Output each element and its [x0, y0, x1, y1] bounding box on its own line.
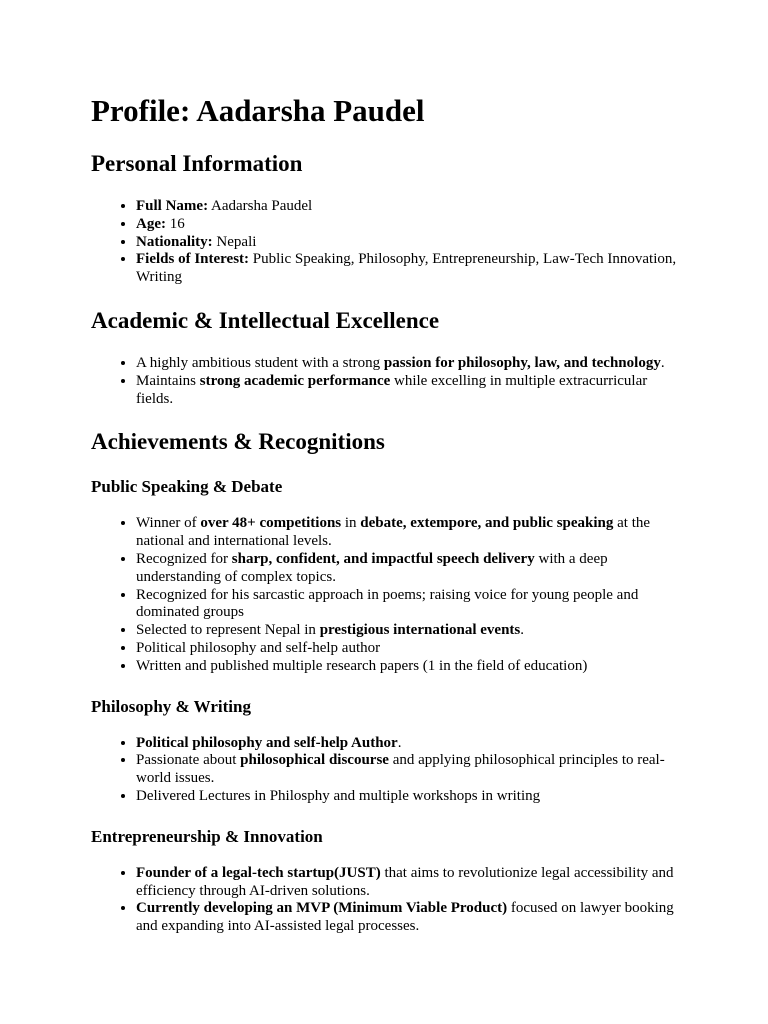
bold-text: Full Name:	[136, 198, 209, 214]
text-run: Written and published multiple research papers (1 in the field of education)	[136, 657, 588, 674]
bold-text: Founder of a legal-tech startup(JUST)	[136, 864, 381, 881]
list-item	[136, 515, 683, 551]
text-run: Selected to represent Nepal in	[136, 622, 320, 639]
list-item	[136, 735, 683, 753]
list-item	[136, 865, 683, 901]
list-item	[136, 658, 683, 676]
text-run: Delivered Lectures in Philosphy and multiple workshops in writing	[136, 787, 541, 804]
list-item	[136, 587, 683, 623]
bold-text: Fields of Interest:	[136, 251, 250, 268]
bold-text: passion for philosophy, law, and technology	[383, 354, 661, 371]
bold-text: prestigious international events	[319, 622, 521, 639]
text-run: Public Speaking, Philosophy, Entrepreneurship, Law-Tech Innovation, Writing	[136, 251, 677, 286]
list-item	[136, 198, 683, 216]
list-item	[136, 640, 683, 658]
bold-text: Nationality:	[136, 233, 213, 250]
text-run: Maintains	[136, 372, 200, 389]
list-item	[136, 551, 683, 587]
text-run: Passionate about	[136, 752, 241, 769]
text-run: 16	[166, 215, 185, 232]
text-run: Political philosophy and self-help author	[136, 639, 381, 656]
text-run: focused on lawyer booking and expanding into AI-assisted legal processes.	[136, 900, 674, 935]
page-title: Profile: Aadarsha Paudel	[91, 93, 425, 128]
subsection-heading: Entrepreneurship & Innovation	[91, 826, 323, 846]
bullet-list	[91, 198, 683, 287]
list-item	[136, 373, 683, 409]
text-run: Aadarsha Paudel	[208, 198, 313, 214]
section-heading: Achievements & Recognitions	[91, 429, 385, 455]
text-run: Winner of	[136, 515, 201, 532]
subsection-heading: Public Speaking & Debate	[91, 477, 283, 497]
bold-text: Political philosophy and self-help Author	[136, 734, 398, 751]
list-item	[136, 900, 683, 936]
bold-text: Age:	[136, 215, 166, 232]
section-heading: Academic & Intellectual Excellence	[91, 307, 440, 333]
text-run: with a deep understanding of complex topics.	[136, 550, 608, 585]
subsection-heading: Philosophy & Writing	[91, 696, 251, 716]
list-item	[136, 622, 683, 640]
text-run: A highly ambitious student with a strong	[136, 354, 384, 371]
text-run: Recognized for his sarcastic approach in poems; raising voice for young people and dominated groups	[136, 586, 639, 621]
bullet-list	[91, 355, 683, 408]
list-item	[136, 788, 683, 806]
bullet-list	[91, 735, 683, 806]
bold-text: strong academic performance	[199, 372, 391, 389]
bold-text: debate, extempore, and public speaking	[360, 515, 614, 532]
list-item	[136, 752, 683, 788]
bullet-list	[91, 865, 683, 936]
list-item	[136, 216, 683, 234]
list-item	[136, 234, 683, 252]
section-heading: Personal Information	[91, 151, 303, 176]
bullet-list	[91, 515, 683, 675]
text-run: .	[660, 354, 665, 371]
document-body	[91, 92, 683, 956]
bold-text: philosophical discourse	[240, 752, 389, 769]
document-content	[91, 150, 683, 936]
list-item	[136, 251, 683, 287]
text-run: at the national and international levels.	[136, 515, 651, 550]
bold-text: over 48+ competitions	[200, 515, 342, 532]
text-run: and applying philosophical principles to real-world issues.	[136, 752, 665, 787]
text-run: that aims to revolutionize legal accessibility and efficiency through AI-driven solutions.	[136, 864, 674, 899]
text-run: Nepali	[212, 233, 257, 250]
list-item	[136, 355, 683, 373]
text-run: .	[520, 622, 524, 639]
text-run: in	[341, 515, 361, 532]
text-run: .	[397, 734, 402, 751]
bold-text: Currently developing an MVP (Minimum Viable Product)	[136, 900, 508, 917]
text-run: Recognized for	[136, 550, 232, 567]
bold-text: sharp, confident, and impactful speech delivery	[231, 550, 535, 567]
text-run: while excelling in multiple extracurricular fields.	[136, 372, 648, 407]
